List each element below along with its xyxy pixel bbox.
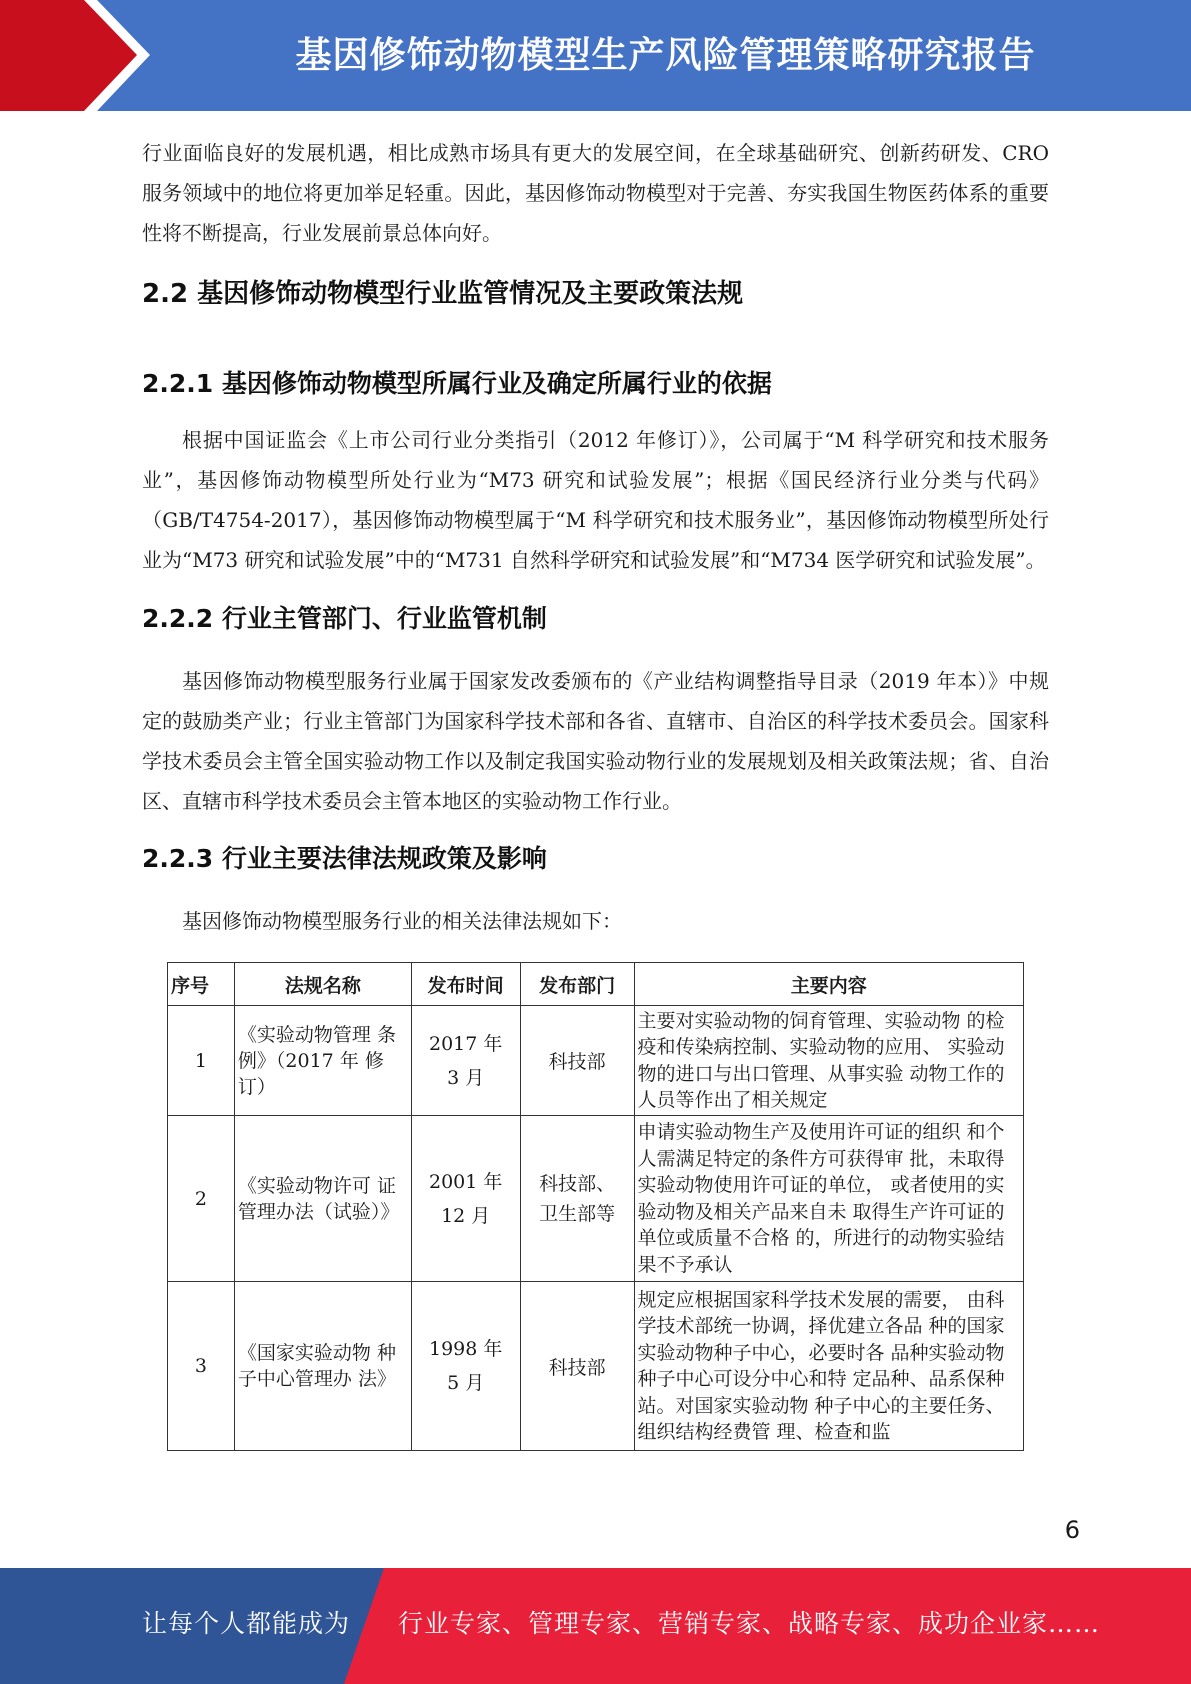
cell-name: 《实验动物管理 条例》（2017 年 修订） <box>234 1006 411 1116</box>
section-2-2-2-paragraph: 基因修饰动物模型服务行业属于国家发改委颁布的《产业结构调整指导目录（2019 年本）》中规定的鼓励类产业；行业主管部门为国家科学技术部和各省、直辖市、自治区的科学技术委员会。国家科学技术委员会主管全国实验动物工作以及制定我国实验动物行业的发展规划及相关政策法规；省、自治区、直辖市科学技术委员会主管本地区的实验动物工作行业。 <box>142 669 1049 813</box>
cell-date-month: 5 月 <box>447 1372 485 1394</box>
table-row <box>168 1006 1024 1116</box>
section-2-2-heading: 2.2 基因修饰动物模型行业监管情况及主要政策法规 <box>142 279 744 309</box>
table-header-row <box>168 963 1024 1006</box>
cell-num: 3 <box>168 1282 235 1451</box>
document-body <box>142 133 1049 941</box>
cell-name: 《国家实验动物 种子中心管理办 法》 <box>234 1282 411 1451</box>
table-row <box>168 1282 1024 1451</box>
cell-dept <box>520 1282 634 1451</box>
cell-dept-line: 科技部 <box>548 1051 606 1073</box>
footer-slogan-right: 行业专家、管理专家、营销专家、战略专家、成功企业家…… <box>398 1609 1101 1638</box>
cell-num: 1 <box>168 1006 235 1116</box>
section-2-2-2-heading: 2.2.2 行业主管部门、行业监管机制 <box>142 604 547 633</box>
cell-date-month: 12 月 <box>441 1204 491 1227</box>
section-2-2-1-paragraph: 根据中国证监会《上市公司行业分类指引（2012 年修订）》，公司属于“M 科学研究和技术服务业”，基因修饰动物模型所处行业为“M73 研究和试验发展”；根据《国民经济行业分类与代码》（GB/T4754-2017），基因修饰动物模型属于“M 科学研究和技术服务业”，基因修饰动物模型所处行业为“M73 研究和试验发展”中的“M731 自然科学研究和试验发展”和“M734 医学研究和试验发展”。 <box>142 428 1049 572</box>
section-2-2-3-heading: 2.2.3 行业主要法律法规政策及影响 <box>142 844 547 873</box>
cell-dept-line: 卫生部等 <box>539 1202 616 1225</box>
section-2-2-3-intro: 基因修饰动物模型服务行业的相关法律法规如下： <box>182 909 622 933</box>
page-footer <box>0 1568 1191 1684</box>
cell-dept-line: 科技部 <box>548 1356 606 1379</box>
cell-date-year: 1998 年 <box>428 1338 503 1360</box>
page-header <box>0 0 1191 111</box>
regulations-table <box>167 962 1024 1451</box>
column-header: 发布部门 <box>520 963 634 1006</box>
report-title: 基因修饰动物模型生产风险管理策略研究报告 <box>295 35 1036 76</box>
column-header: 发布时间 <box>411 963 520 1006</box>
intro-paragraph: 行业面临良好的发展机遇，相比成熟市场具有更大的发展空间，在全球基础研究、创新药研发、CRO 服务领域中的地位将更加举足轻重。因此，基因修饰动物模型对于完善、夯实我国生物医药体系的重要性将不断提高，行业发展前景总体向好。 <box>142 141 1049 245</box>
cell-date <box>411 1116 520 1282</box>
column-header: 法规名称 <box>234 963 411 1006</box>
header-red-chevron <box>0 0 137 111</box>
cell-date-year: 2017 年 <box>428 1032 503 1055</box>
column-header: 序号 <box>168 963 235 1006</box>
cell-name: 《实验动物许可 证管理办法（试验）》 <box>234 1116 411 1282</box>
column-header: 主要内容 <box>634 963 1023 1006</box>
cell-dept-line: 科技部、 <box>539 1172 616 1195</box>
page-number: 6 <box>1064 1516 1080 1544</box>
table-row <box>168 1116 1024 1282</box>
cell-content: 规定应根据国家科学技术发展的需要， 由科学技术部统一协调，择优建立各品 种的国家实验动物种子中心，必要时各 品种实验动物种子中心可设分中心和特 定品种、品系保种站。对国家实验动物 种子中心的主要任务、组织结构经费管 理、检查和监 <box>634 1282 1023 1451</box>
cell-date <box>411 1282 520 1451</box>
cell-dept <box>520 1116 634 1282</box>
cell-date-year: 2001 年 <box>428 1170 503 1193</box>
footer-slogan-left: 让每个人都能成为 <box>142 1609 351 1638</box>
cell-num: 2 <box>168 1116 235 1282</box>
cell-dept <box>520 1006 634 1116</box>
cell-content: 主要对实验动物的饲育管理、实验动物 的检疫和传染病控制、实验动物的应用、 实验动物的进口与出口管理、从事实验 动物工作的人员等作出了相关规定 <box>634 1006 1023 1116</box>
cell-date-month: 3 月 <box>447 1066 485 1089</box>
cell-date <box>411 1006 520 1116</box>
cell-content: 申请实验动物生产及使用许可证的组织 和个人需满足特定的条件方可获得审 批，未取得实验动物使用许可证的单位， 或者使用的实验动物及相关产品来自未 取得生产许可证的单位或质量不合格 的，所进行的动物实验结果不予承认 <box>634 1116 1023 1282</box>
section-2-2-1-heading: 2.2.1 基因修饰动物模型所属行业及确定所属行业的依据 <box>142 369 772 398</box>
